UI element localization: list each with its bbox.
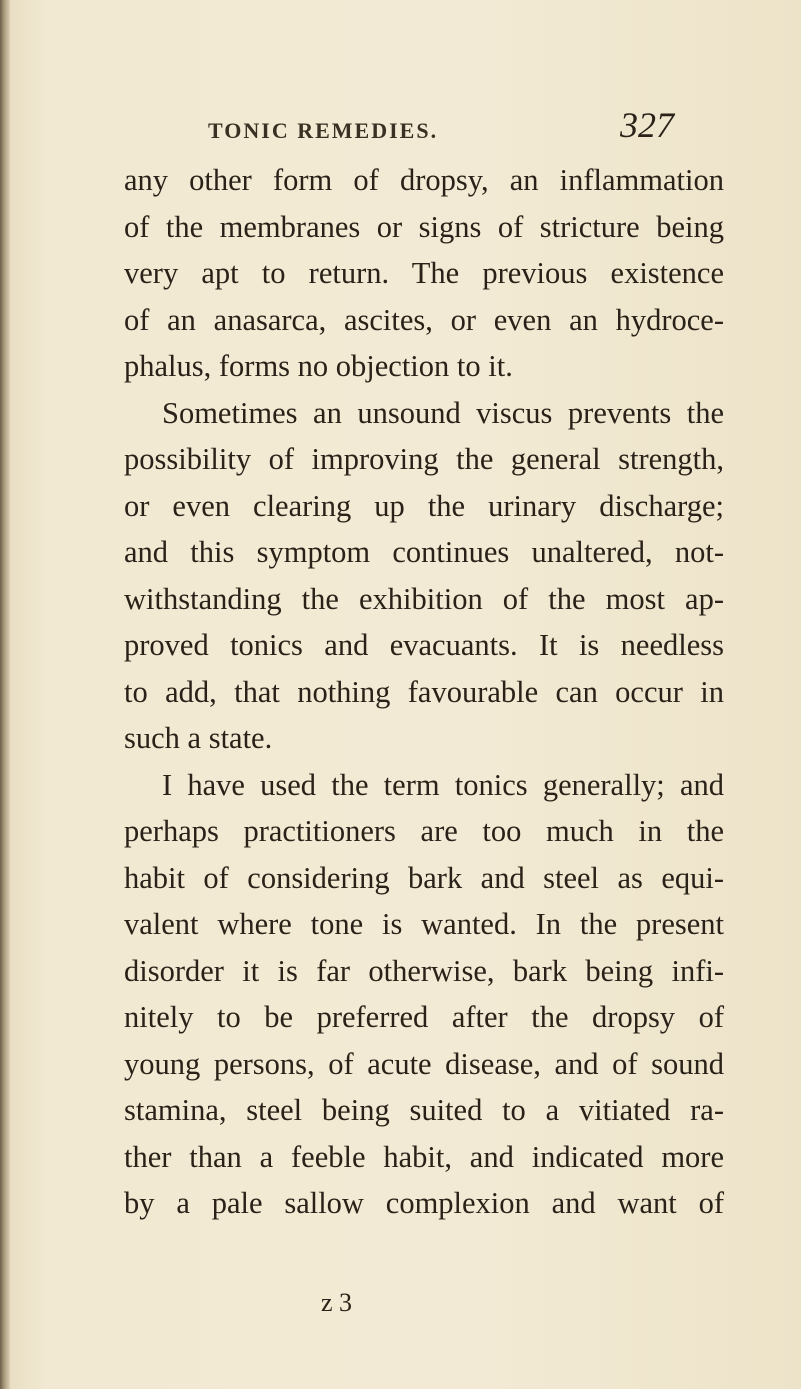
text-line: of an anasarca, ascites, or even an hydroce- (124, 302, 724, 337)
text-line: I have used the term tonics generally; and (162, 767, 724, 802)
text-line: valent where tone is wanted. In the present (124, 907, 724, 941)
text-line: habit of considering bark and steel as equi- (124, 860, 724, 895)
text-line: phalus, forms no objection to it. (124, 349, 513, 383)
text-line: any other form of dropsy, an inflammation (124, 163, 724, 197)
text-line: to add, that nothing favourable can occur in (124, 674, 724, 709)
page-gutter-edge (0, 0, 10, 1389)
text-line: such a state. (124, 721, 273, 755)
text-line: ther than a feeble habit, and indicated more (124, 1139, 724, 1174)
text-line: of the membranes or signs of stricture being (124, 209, 724, 244)
body-text (124, 157, 724, 1227)
text-line: young persons, of acute disease, and of sound (124, 1046, 724, 1081)
text-line: withstanding the exhibition of the most ap- (124, 581, 724, 616)
text-line: stamina, steel being suited to a vitiated ra- (124, 1093, 724, 1127)
page-header (100, 100, 700, 150)
text-line: Sometimes an unsound viscus prevents the (162, 395, 724, 430)
text-line: possibility of improving the general strength, (124, 442, 724, 476)
text-line: and this symptom continues unaltered, not- (124, 535, 724, 569)
text-line: by a pale sallow complexion and want of (124, 1186, 724, 1220)
text-line: disorder it is far otherwise, bark being infi- (124, 953, 724, 988)
page-number: 327 (620, 105, 674, 145)
signature-mark: z 3 (321, 1288, 353, 1317)
text-line: proved tonics and evacuants. It is needless (124, 628, 724, 662)
text-line: perhaps practitioners are too much in the (124, 814, 724, 848)
text-line: very apt to return. The previous existence (124, 256, 724, 290)
text-line: or even clearing up the urinary discharge; (124, 488, 724, 523)
text-line: nitely to be preferred after the dropsy of (124, 1000, 724, 1034)
running-head: TONIC REMEDIES. (208, 118, 439, 143)
